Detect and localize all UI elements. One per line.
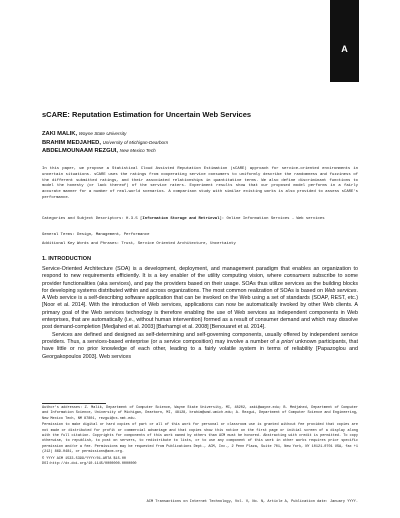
body-paragraph [42,332,358,361]
text-run: Services are defined and designed as self-determining and self-governing components, usually offered by independent service providers. Thus, a services-based enterprise (or a service composition) may involve a number of [42,331,358,345]
article-letter: A [341,44,348,54]
section-heading: 1. INTRODUCTION [42,256,92,262]
journal-footer: ACM Transactions on Internet Technology, Vol. V, No. N, Article A, Publication date: January YYYY. [146,500,358,504]
categories-line [42,217,358,223]
emphasis: a priori [276,338,294,345]
author-name: ZAKI MALIK, [42,131,78,137]
author-name: BRAHIM MEDJAHED, [42,139,101,146]
author-line [42,130,352,139]
author-affiliation: University of Michigan-Dearborn [102,139,169,145]
author-affiliation: Wayne State University [78,131,127,136]
text-run: Service-Oriented Architecture (SOA) is a development, deployment, and management paradigm that enables an organization to respond to new requirements efficiently. It is a key enabler of the utility computing vision, where [42,266,358,280]
keywords: Additional Key Words and Phrases: Trust, Service Oriented Architecture, Uncertainty [42,242,236,246]
author-list [42,130,352,156]
copyright-line: © YYYY ACM 1533-5399/YYYY/01-ARTA $15.00 [42,456,127,461]
body-paragraph [42,266,358,332]
paper-title: sCARE: Reputation Estimation for Uncertain Web Services [42,110,252,119]
text-run: subscribe to some provider functionalities (aka services), and pay the providers based on their usage. SOAs thus utilize services as the building blocks for developing systems distributed within and across organizations. The most common realization of SOAs is based on [42,273,358,294]
author-addresses: Author's addresses: Z. Malik, Department of Computer Science, Wayne State University, MI, 48202, zaki@wayne.edu; B. Medjahed, Department of Computer and Information Science, University of Michigan, Dearborn, MI, 48128, brahim@umd.umich.edu; A. Rezgui, Department of Computer Science and Engineering, New Mexico Tech, NM 87801, rezgui@cs.nmt.edu. [42,406,358,421]
author-affiliation: New Mexico Tech [119,148,156,153]
footnote-divider [42,403,106,404]
author-line [42,147,352,156]
author-line [42,139,352,148]
permission-notice: Permission to make digital or hard copies of part or all of this work for personal or classroom use is granted without fee provided that copies are not made or distributed for profit or commercial advantage and that copies show this notice on the first page or initial screen of a display along with the full citation. Copyrights for components of this work owned by others than ACM must be honored. Abstracting with credit is permitted. To copy otherwise, to republish, to post on servers, to redistribute to lists, or to use any component of this work in other works requires prior specific permission and/or a fee. Permissions may be requested from Publications Dept., ACM, Inc., 2 Penn Plaza, Suite 701, New York, NY 10121-0701 USA, fax +1 (212) 869-0481, or permissions@acm.org. [42,423,358,455]
body-text [42,266,358,361]
categories-highlight: Information Storage and Retrieval [142,217,220,221]
categories-rest: ]: Online Information Services - Web services [219,217,325,221]
footnote [42,406,358,467]
text-run: unknown participants, that have little or no prior knowledge of each other, leading to a fairly volatile system in terms of reliability [Papazoglou and Georgakopoulos 2003]. Web services [42,338,358,360]
general-terms: General Terms: Design, Management, Performance [42,233,150,237]
categories-label: Categories and Subject Descriptors: H.3.5 [ [42,217,143,221]
emphasis: consumers [284,273,311,280]
doi-link[interactable]: DOI:http://dx.doi.org/10.1145/0000000.0000000 [42,462,137,467]
abstract: In this paper, we propose a Statistical Cloud Assisted Reputation Estimation (sCARE) approach for service-oriented environments in uncertain situations. sCARE uses the ratings from cooperating service consumers to uniformly describe the randomness and fuzziness of the different submitted ratings, and their associated relationships in quantitative terms. We also define discriminant functions to model the honesty (or lack thereof) of the service raters. Experiment results show that our proposed model performs in a fairly accurate manner for a number of real-world scenarios. A comparison study with similar existing works is also provided to assess sCARE's performance. [42,167,358,200]
author-name: ABDELMOUNAAM REZGUI, [42,148,118,154]
text-run: . A Web service is a self-describing software application that can be invoked on the Web using a set of standards (SOAP, REST, etc.) [Noor et al. 2014]. With the introduction of Web services, applications can now be automatically invoked by other Web clients. A primary goal of the Web services technology is therefore enabling the use of Web services as independent components in Web enterprises, that are automatically (i.e., without human intervention) formed as a result of consumer demand and which may dissolve post demand-completion [Medjahed et al. 2003] [Barhamgi et al. 2008] [Benouaret et al. 2014]. [42,287,358,331]
article-tab [330,0,359,82]
emphasis: Web services [324,287,357,294]
